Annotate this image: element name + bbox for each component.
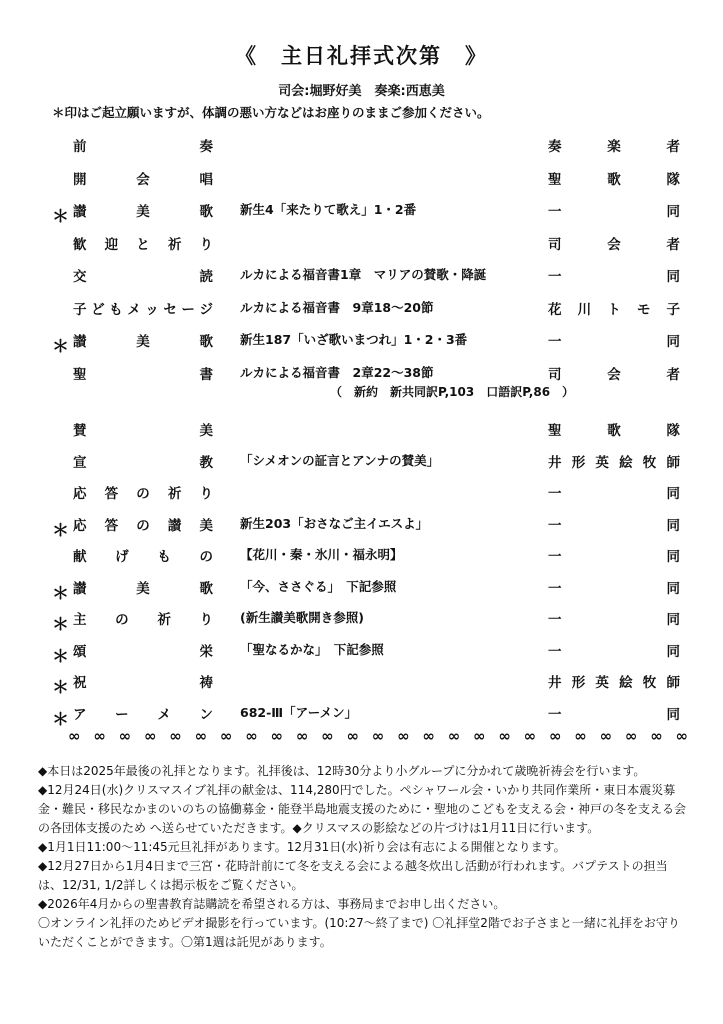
order-item-char: の [136,486,150,502]
order-person [548,482,680,502]
order-person-char: 一 [548,334,562,350]
announcements [38,762,690,952]
order-item-char: セ [163,301,177,318]
order-item-char: 美 [136,580,150,597]
order-item [73,577,213,597]
infinity-symbol: ∞ [143,727,157,745]
order-content: 682-Ⅲ「アーメン」 [240,704,358,720]
order-item-char: 献 [73,549,87,565]
order-item-char: ー [181,301,195,318]
order-item-char: 書 [199,366,213,383]
order-row [0,196,723,227]
order-item-char: ど [91,301,105,318]
order-item-char: 応 [73,486,87,502]
order-person-char: 同 [666,549,680,565]
stand-marker: ＊ [52,678,69,698]
order-row [0,636,723,667]
order-person-char: ト [607,301,621,318]
order-person-char: 絵 [619,454,633,471]
order-person [548,330,680,350]
infinity-symbol: ∞ [523,727,537,745]
order-person-char: 形 [571,675,586,691]
order-person [548,514,680,534]
order-item [73,545,213,565]
order-person [548,168,680,188]
announcement-item: ◆本日は2025年最後の礼拝となります。礼拝後は、12時30分より小グループに分かれて歳晩祈祷会を行います。 [38,764,646,778]
order-item [73,200,213,220]
order-content: (新生讃美歌開き参照) [240,610,364,625]
order-item-char: 讃 [73,204,87,220]
order-item-char: 歌 [199,204,213,220]
order-person-char: 同 [666,643,680,660]
order-item-char: メ [127,301,141,318]
order-item [73,514,213,534]
order-person-char: 師 [666,454,680,471]
order-item [73,298,213,318]
order-person [548,703,680,723]
order-item-char: 教 [199,454,213,471]
order-item-char: 美 [199,517,213,534]
order-person-char: 同 [666,580,680,597]
infinity-symbol: ∞ [397,727,410,745]
order-item-char: 読 [199,269,213,285]
order-person-char: 花 [548,301,562,318]
order-item-char: 賛 [73,423,87,439]
stand-marker: ＊ [52,583,69,604]
order-content: ルカによる福音書 2章22～38節 [240,364,434,380]
infinity-symbol: ∞ [270,727,283,745]
infinity-symbol: ∞ [245,727,258,745]
order-person [548,608,680,628]
order-row [0,478,723,506]
order-person-char: 一 [548,517,562,534]
order-item-char: 栄 [199,643,213,660]
order-row [0,229,723,257]
page-title: 《 主日礼拝式次第 》 [235,44,488,68]
order-item [73,419,213,439]
order-item-char: ッ [145,301,159,318]
order-item-char: 歌 [199,334,213,350]
order-content: 新生4「来たりて歌え」1・2番 [240,202,417,217]
order-row [0,699,723,730]
order-content: 「今、ささぐる」 下記参照 [240,578,397,594]
order-person-char: 絵 [619,675,633,691]
order-content: 【花川・秦・氷川・福永明】 [240,547,403,562]
order-person-char: 一 [548,612,562,628]
order-item [73,451,213,471]
order-person [548,233,680,253]
order-item-char: メ [157,706,171,723]
infinity-symbol: ∞ [473,727,486,745]
order-person [548,265,680,285]
order-item-char: 美 [136,334,150,350]
stand-marker: ＊ [52,615,69,635]
standing-notice: ＊印はご起立願いますが、体調の悪い方などはお座りのままご参加ください。 [52,105,490,120]
service-roles: 司会:堀野好美 奏楽:西恵美 [278,84,445,99]
order-person-char: 歌 [607,171,621,188]
order-item-char: 交 [73,269,87,285]
order-item-char: の [136,517,150,534]
order-item-char: 答 [104,517,119,534]
infinity-symbol: ∞ [624,727,638,745]
stand-marker: ＊ [52,207,69,227]
order-item-char: の [115,612,129,628]
order-person-char: 隊 [666,423,680,439]
order-content: 「聖なるかな」 下記参照 [240,641,384,657]
order-item-char: ン [199,706,213,723]
order-person-char: 子 [666,301,680,318]
infinity-symbol: ∞ [447,727,461,745]
order-item-char: 開 [73,171,87,188]
order-person-char: 同 [666,706,680,723]
order-person-char: 者 [666,139,680,155]
order-item-char: 聖 [73,366,87,383]
order-item-char: 祷 [199,675,213,691]
order-person [548,451,680,471]
order-item-char: 唱 [199,171,213,188]
order-item-char: 讃 [73,334,87,350]
order-item-char: 宣 [73,454,87,471]
announcement-item: ◆2026年4月からの聖書教育誌購読を希望される方は、事務局までお申し出ください。 [38,897,506,911]
order-item-char: 答 [104,486,119,502]
order-item-char: の [199,549,213,565]
infinity-symbol: ∞ [219,727,233,745]
order-item-char: 祈 [167,486,182,502]
order-item-char: 美 [136,204,150,220]
order-person-char: 同 [666,517,680,534]
infinity-symbol: ∞ [371,727,385,745]
order-person-char: 同 [666,334,680,350]
order-item-char: も [109,301,123,318]
order-person-char: 者 [666,236,680,253]
order-item-char: 讃 [73,580,87,597]
order-person [548,671,680,691]
order-row [0,294,723,322]
order-person-char: 者 [666,366,680,383]
stand-marker: ＊ [52,709,69,730]
order-row [0,447,723,475]
order-item [73,265,213,285]
order-person [548,200,680,220]
order-person-char: 牧 [642,675,657,691]
order-person-char: 同 [666,612,680,628]
order-person [548,640,680,660]
announcement-item: ◆1月1日11:00～11:45元旦礼拝があります。12月31日(水)祈り会は有志による開催となります。 [38,840,566,854]
order-person-char: 会 [607,236,621,253]
order-item-char: 頌 [73,643,87,660]
infinity-symbol: ∞ [321,727,334,745]
announcement-item: ◆12月27日から1月4日まで三宮・花時計前にて冬を支える会による越冬炊出し活動が行われます。バプテストの担当は、12/31, 1/2詳しくは掲示板をご覧ください。 [38,859,668,892]
order-person-char: 井 [548,454,562,471]
order-item [73,233,213,253]
announcement-item: ◆12月24日(水)クリスマスイブ礼拝の献金は、114,280円でした。ペシャワール会・いかり共同作業所・東日本震災募金・難民・移民なかまのいのちの協働募金・能登半島地震支援のために・聖地のこどもを支える会・神戸の冬を支える会の各団体支援のため へ送らせていただきます。◆クリスマスの影絵などの片づけは1月11日に行います。 [38,783,687,835]
order-item-char: り [199,486,213,502]
order-item-char: 祝 [73,675,87,691]
order-row [0,131,723,159]
infinity-symbol: ∞ [194,727,208,745]
bible-reference: （ 新約 新共同訳P,103 口語訳P,86 ） [330,385,575,399]
order-item [73,135,213,155]
order-item [73,168,213,188]
order-item-char: 歓 [73,236,87,253]
infinity-symbol: ∞ [574,727,587,745]
order-person-char: 聖 [548,171,562,188]
order-item-char: ジ [199,301,213,318]
order-row [0,164,723,192]
order-item [73,608,213,628]
order-person-char: 司 [548,236,562,253]
order-person-char: 一 [548,706,562,723]
order-person-char: 同 [666,269,680,285]
order-person-char: 川 [577,301,592,318]
order-person-char: 歌 [607,423,621,439]
order-item-char: り [199,612,213,628]
order-item-char: ー [115,706,129,723]
order-row [0,326,723,357]
stand-marker: ＊ [52,520,69,541]
order-person-char: 英 [595,675,609,691]
order-item [73,330,213,350]
infinity-symbol: ∞ [68,727,81,745]
order-item [73,671,213,691]
order-item [73,640,213,660]
order-person-char: 同 [666,204,680,220]
order-row [0,510,723,541]
order-content: ルカによる福音書1章 マリアの賛歌・降誕 [240,267,487,282]
order-person-char: 司 [548,366,562,383]
order-person-char: 一 [548,486,562,502]
order-item-char: と [136,236,150,253]
order-row [0,667,723,698]
order-person-char: 一 [548,643,562,660]
infinity-symbol: ∞ [295,727,309,745]
order-person-char: モ [636,301,651,318]
order-item-char: 奏 [199,139,213,155]
order-person [548,419,680,439]
divider-infinity [68,727,688,745]
order-person-char: 師 [666,675,680,691]
order-item-char: ア [73,706,87,723]
order-content: ルカによる福音書 9章18～20節 [240,299,434,315]
order-person-char: 一 [548,549,562,565]
order-person-char: 一 [548,204,562,220]
order-row [0,541,723,569]
order-content: 「シメオンの証言とアンナの賛美」 [240,452,440,468]
infinity-symbol: ∞ [169,727,182,745]
infinity-symbol: ∞ [118,727,132,745]
order-item-char: 歌 [199,580,213,597]
order-person-char: 井 [548,675,562,691]
order-row [0,415,723,443]
order-person-char: 同 [666,486,680,502]
order-person [548,135,680,155]
order-item-char: 美 [199,423,213,439]
stand-marker: ＊ [52,337,69,357]
order-person [548,363,680,383]
order-person-char: 英 [595,454,609,471]
order-item [73,482,213,502]
order-person [548,298,680,318]
infinity-symbol: ∞ [422,727,435,745]
order-person-char: 会 [607,366,621,383]
order-item [73,363,213,383]
order-item-char: 主 [73,612,87,628]
order-item-char: 讃 [167,517,182,534]
order-item-char: 子 [73,301,87,318]
order-person-char: 一 [548,269,562,285]
infinity-symbol: ∞ [599,727,613,745]
order-content: 新生187「いざ歌いまつれ」1・2・3番 [240,332,468,347]
order-row [0,573,723,604]
order-person-char: 牧 [642,454,657,471]
order-row [0,261,723,289]
order-person [548,545,680,565]
order-item-char: 祈 [167,236,182,253]
order-person-char: 奏 [548,139,562,155]
order-item-char: 迎 [104,236,119,253]
infinity-symbol: ∞ [548,727,562,745]
order-person-char: 隊 [666,171,680,188]
order-person-char: 聖 [548,423,562,439]
order-person-char: 楽 [607,139,621,155]
infinity-symbol: ∞ [346,727,359,745]
order-item-char: 祈 [157,612,171,628]
order-item [73,703,213,723]
order-item-char: げ [115,549,129,565]
order-item-char: 前 [73,139,87,155]
order-row [0,604,723,635]
infinity-symbol: ∞ [650,727,663,745]
announcement-item: 〇オンライン礼拝のためビデオ撮影を行っています。(10:27～終了まで) 〇礼拝堂2階でお子さまと一緒に礼拝をお守りいただくことができます。〇第1週は託児があります。 [38,916,680,949]
infinity-symbol: ∞ [498,727,511,745]
order-person-char: 形 [571,454,586,471]
order-item-char: も [157,549,171,565]
order-content: 新生203「おさなご主イエスよ」 [240,515,429,531]
infinity-symbol: ∞ [675,727,688,745]
order-person-char: 一 [548,580,562,597]
infinity-symbol: ∞ [93,727,106,745]
order-item-char: り [199,236,213,253]
order-item-char: 応 [73,517,87,534]
order-item-char: 会 [136,171,150,188]
stand-marker: ＊ [52,646,69,667]
order-person [548,577,680,597]
